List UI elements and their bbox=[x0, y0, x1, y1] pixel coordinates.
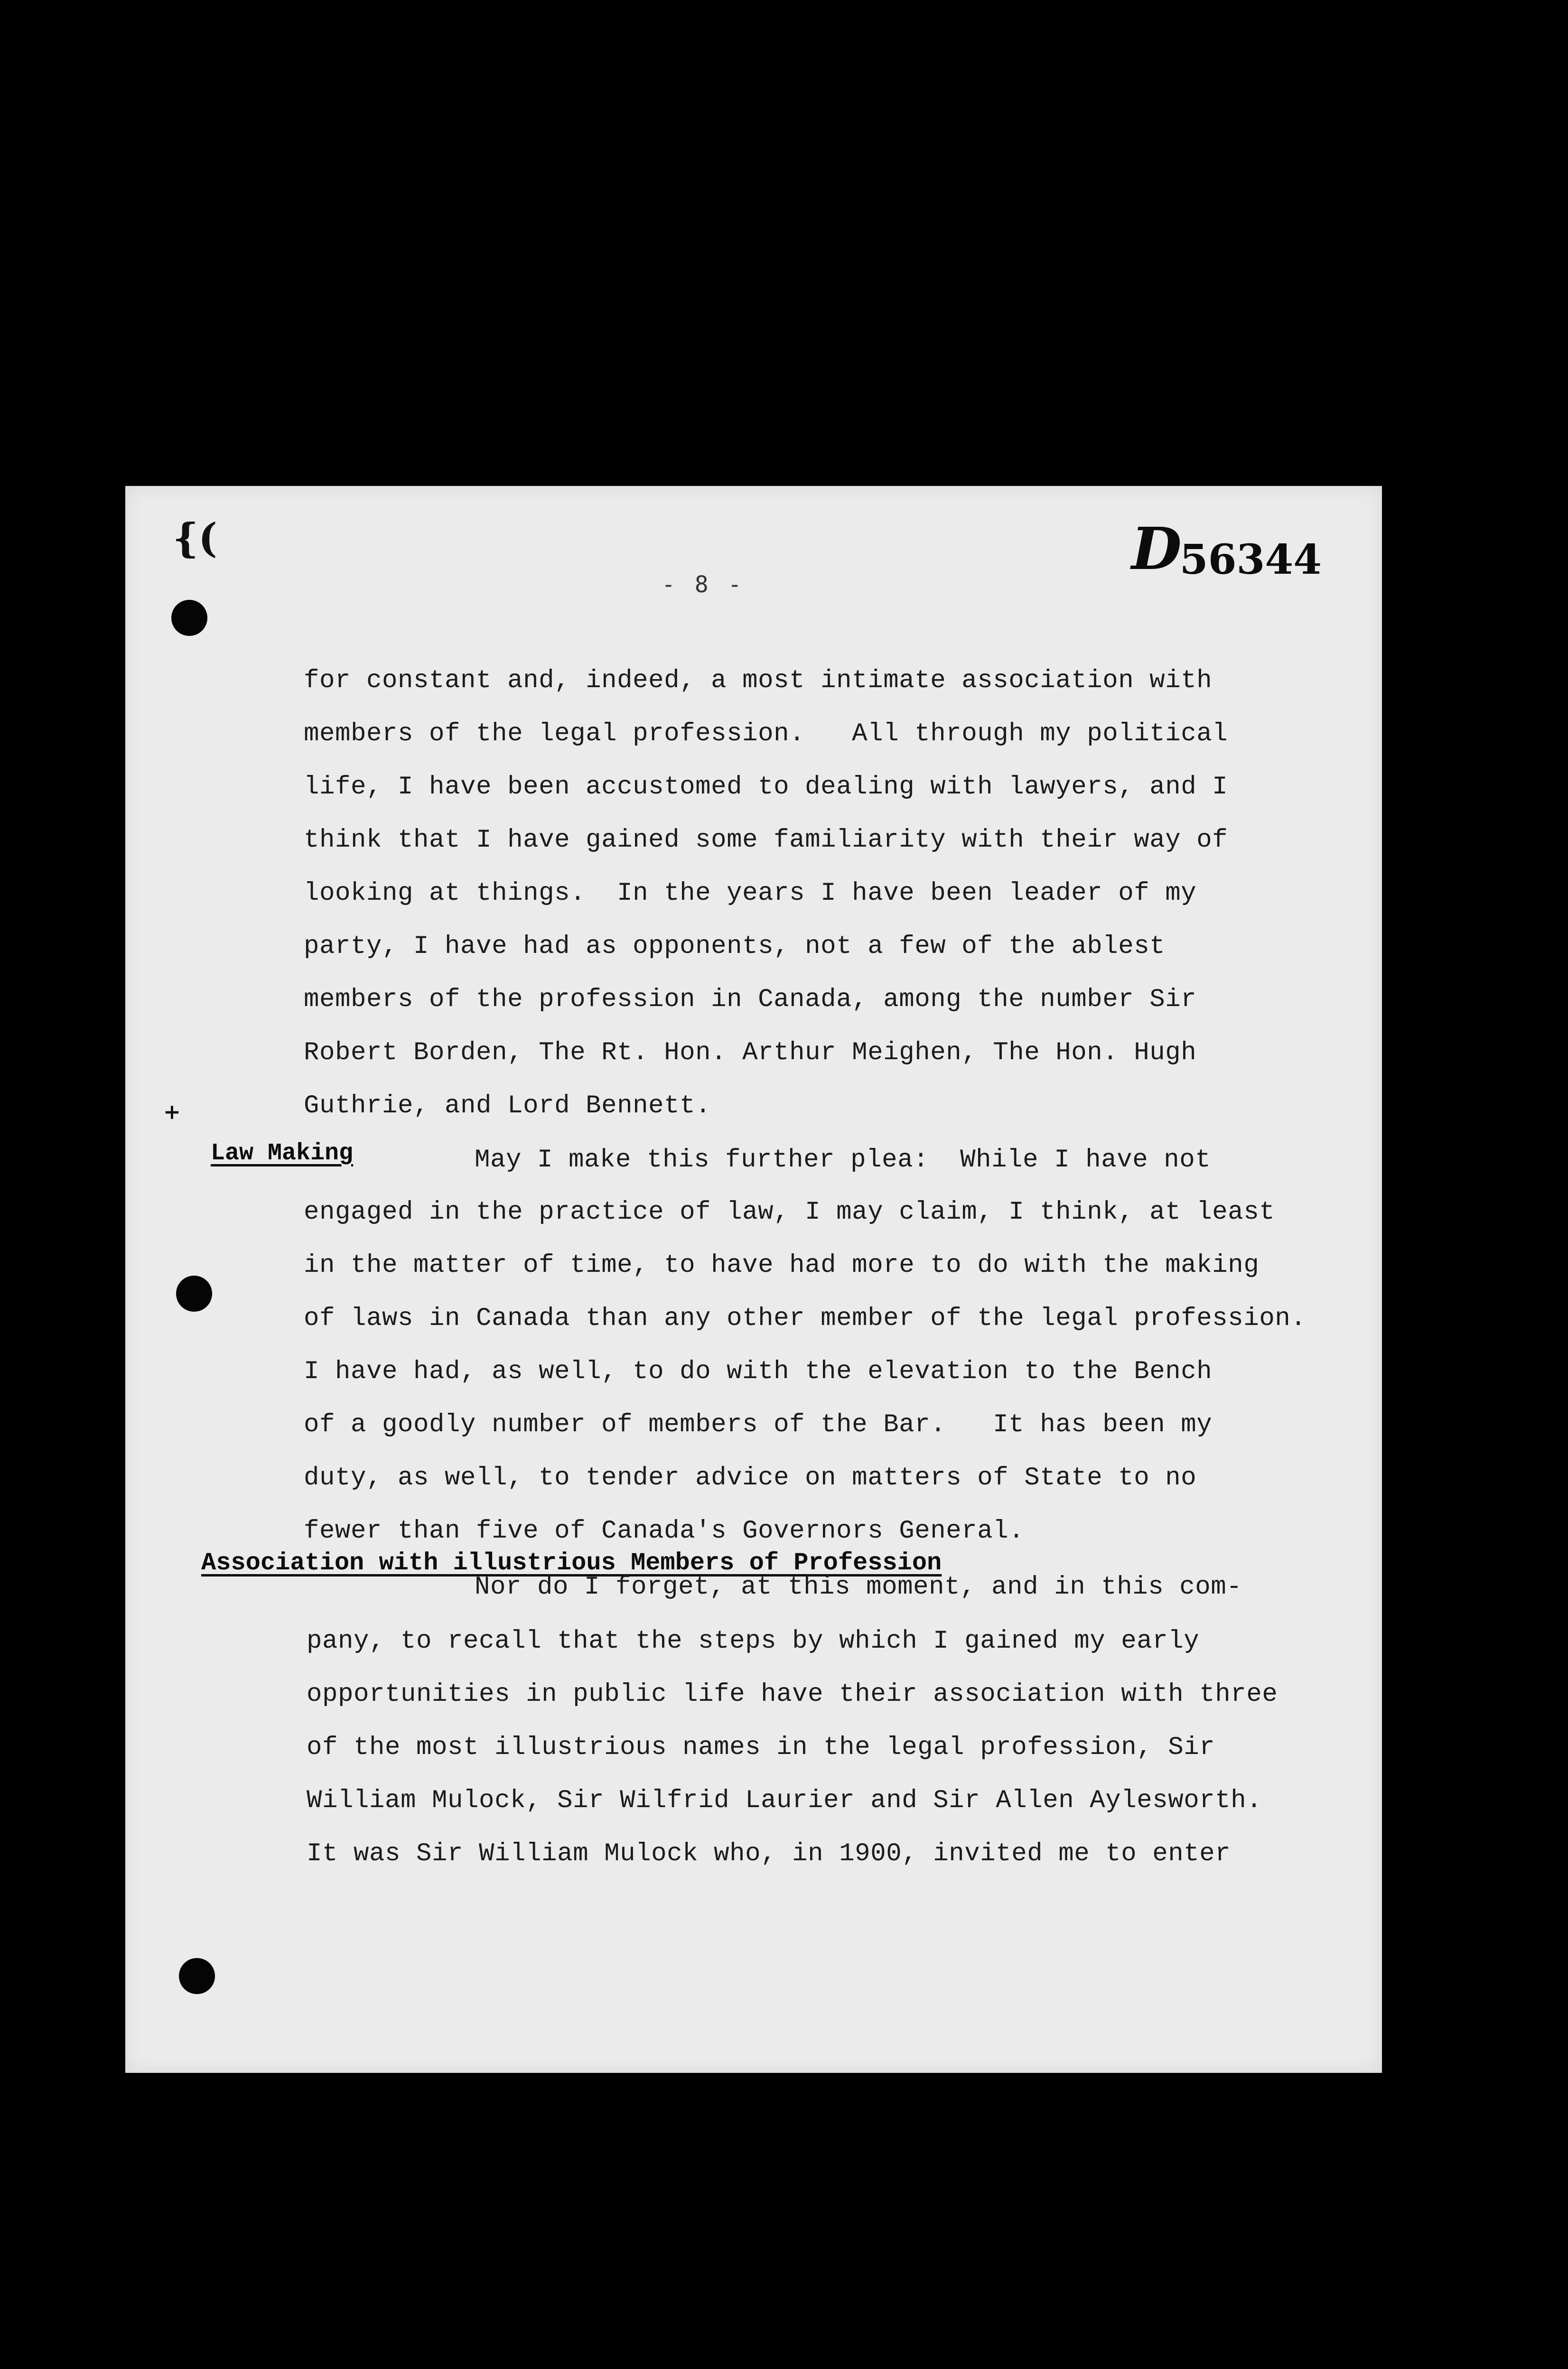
punch-hole-top bbox=[171, 600, 207, 636]
document-id bbox=[1131, 514, 1322, 583]
body-line: I have had, as well, to do with the elevation to the Bench bbox=[304, 1357, 1213, 1386]
body-line: of laws in Canada than any other member of the legal profession. bbox=[304, 1304, 1307, 1333]
body-line: fewer than five of Canada's Governors General. bbox=[304, 1517, 1025, 1546]
document-id-prefix: D bbox=[1131, 514, 1180, 583]
section-heading-association: Association with illustrious Members of Profession bbox=[201, 1549, 942, 1577]
margin-mark: {( bbox=[173, 514, 217, 561]
body-line: Robert Borden, The Rt. Hon. Arthur Meighen, The Hon. Hugh bbox=[304, 1038, 1197, 1067]
body-line: members of the profession in Canada, among the number Sir bbox=[304, 985, 1197, 1014]
body-line: of a goodly number of members of the Bar. It has been my bbox=[304, 1410, 1213, 1439]
body-line: pany, to recall that the steps by which I gained my early bbox=[307, 1627, 1200, 1656]
body-line: think that I have gained some familiarity with their way of bbox=[304, 826, 1228, 855]
body-line: Guthrie, and Lord Bennett. bbox=[304, 1091, 711, 1120]
document-id-number: 56344 bbox=[1179, 536, 1322, 584]
body-line: for constant and, indeed, a most intimate association with bbox=[304, 666, 1213, 695]
punch-hole-middle bbox=[176, 1276, 212, 1312]
body-line: life, I have been accustomed to dealing with lawyers, and I bbox=[304, 773, 1228, 802]
body-line: May I make this further plea: While I have not bbox=[475, 1146, 1211, 1175]
punch-hole-bottom bbox=[179, 1958, 215, 1994]
body-line: duty, as well, to tender advice on matters of State to no bbox=[304, 1464, 1197, 1492]
body-line: looking at things. In the years I have been leader of my bbox=[304, 879, 1197, 908]
body-line: of the most illustrious names in the legal profession, Sir bbox=[307, 1733, 1215, 1762]
body-line: It was Sir William Mulock who, in 1900, invited me to enter bbox=[307, 1839, 1231, 1868]
body-line: Nor do I forget, at this moment, and in this com- bbox=[475, 1573, 1242, 1602]
margin-tick: + bbox=[163, 1100, 181, 1124]
body-line: opportunities in public life have their association with three bbox=[307, 1680, 1278, 1709]
body-line: members of the legal profession. All through my political bbox=[304, 719, 1228, 748]
body-line: party, I have had as opponents, not a few of the ablest bbox=[304, 932, 1166, 961]
body-line: William Mulock, Sir Wilfrid Laurier and Sir Allen Aylesworth. bbox=[307, 1786, 1262, 1815]
page-number: - 8 - bbox=[662, 571, 745, 598]
document-page bbox=[125, 486, 1382, 2073]
body-line: engaged in the practice of law, I may claim, I think, at least bbox=[304, 1198, 1275, 1227]
section-heading-law-making: Law Making bbox=[211, 1140, 354, 1167]
body-line: in the matter of time, to have had more to do with the making bbox=[304, 1251, 1260, 1280]
